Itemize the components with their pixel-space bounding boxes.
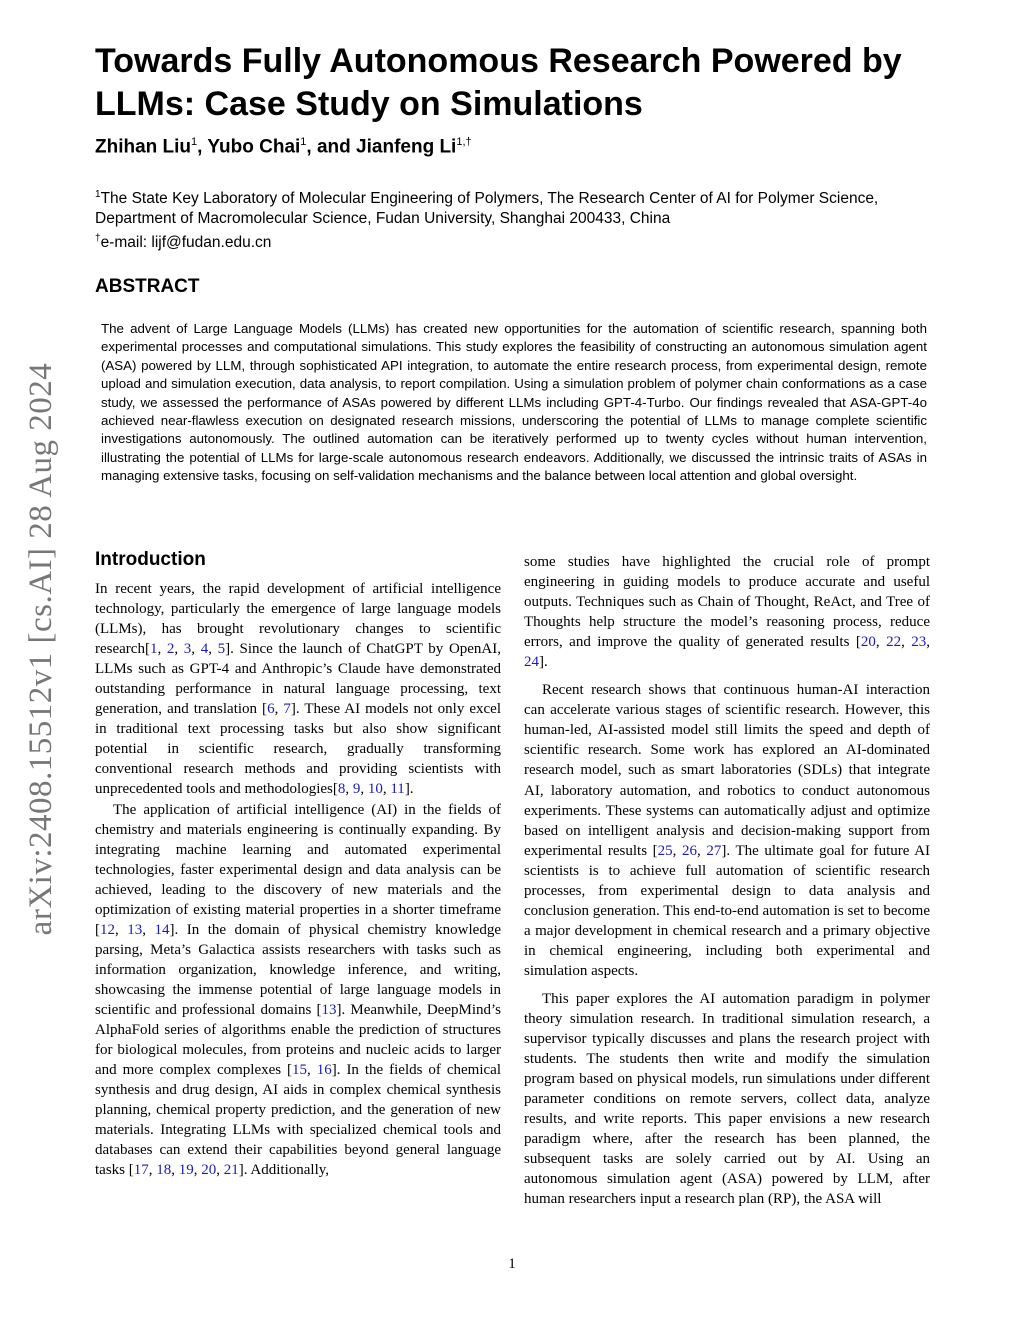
citation-link[interactable]: 24	[524, 654, 539, 671]
citation-link[interactable]: 11	[390, 781, 405, 798]
citation-link[interactable]: 3	[183, 641, 192, 658]
author-mark: 1	[300, 136, 307, 148]
citation-link[interactable]: 26	[682, 842, 698, 859]
citation-link[interactable]: 9	[352, 781, 361, 798]
paragraph: some studies have highlighted the crucial role of prompt engineering in guiding models to produce accurate and useful outputs. Techniques such as Chain of Thought, ReAct, and Tree of Thoughts help structure the model’s reasoning process, reduce errors, and improve the quality of generated results [20, 22, 23, 24].	[524, 554, 931, 671]
citation-link[interactable]: 7	[283, 701, 291, 718]
citation-link[interactable]: 6	[267, 701, 275, 718]
citation-link[interactable]: 12	[100, 921, 115, 938]
paper-title: Towards Fully Autonomous Research Powered by LLMs: Case Study on Simulations	[95, 42, 902, 123]
abstract-text: The advent of Large Language Models (LLMs) has created new opportunities for the automation of scientific research, spanning both experimental processes and computational simulations. This study explores the feasibility of constructing an autonomous simulation agent (ASA) powered by LLM, through sophisticated API integration, to automate the entire research process, from experimental design, remote upload and simulation execution, data analysis, to report compilation. Using a simulation problem of polymer chain conformations as a case study, we assessed the performance of ASAs powered by different LLMs including GPT-4-Turbo. Our findings revealed that ASA-GPT-4o achieved near-flawless execution on designated research missions, underscoring the potential of LLMs to manage complete scientific investigations autonomously. The outlined automation can be iteratively performed up to twenty cycles without human intervention, illustrating the potential of LLMs for large-scale autonomous research endeavors. Additionally, we discussed the intrinsic traits of ASAs in managing extensive tasks, focusing on self-validation mechanisms and the balance between local attention and global oversight.	[101, 321, 927, 484]
author-name: Yubo Chai	[207, 136, 301, 158]
citation-link[interactable]: 23	[911, 634, 927, 651]
arxiv-identifier-stamp: arXiv:2408.15512v1 [cs.AI] 28 Aug 2024	[23, 362, 59, 936]
citation-link[interactable]: 19	[178, 1162, 194, 1179]
citation-link[interactable]: 20	[860, 634, 876, 651]
citation-link[interactable]: 13	[127, 921, 143, 938]
affiliation-line: Department of Macromolecular Science, Fudan University, Shanghai 200433, China	[95, 210, 671, 228]
introduction-heading: Introduction	[95, 549, 206, 570]
citation-link[interactable]: 18	[156, 1162, 172, 1179]
citation-link[interactable]: 14	[154, 921, 170, 938]
paragraph: In recent years, the rapid development of artificial intelligence technology, particularly the emergence of large language models (LLMs), has brought revolutionary changes to scientific research[1, 2, 3, 4, 5]. Since the launch of ChatGPT by OpenAI, LLMs such as GPT-4 and Anthropic’s Claude have demonstrated outstanding performance in natural language processing, text generation, and translation [6, 7]. These AI models not only excel in traditional text processing tasks but also show significant potential in scientific research, gradually transforming conventional research methods and providing scientists with unprecedented tools and methodologies[8, 9, 10, 11].	[95, 581, 502, 798]
citation-link[interactable]: 27	[706, 842, 722, 859]
citation-link[interactable]: 10	[367, 781, 383, 798]
author-name: Zhihan Liu	[95, 136, 192, 158]
abstract-heading: ABSTRACT	[95, 276, 200, 297]
affiliation-line: The State Key Laboratory of Molecular Engineering of Polymers, The Research Center of AI for Polymer Science,	[100, 190, 879, 208]
page-number: 1	[508, 1256, 516, 1272]
citation-link[interactable]: 15	[292, 1062, 308, 1079]
paragraph: The application of artificial intelligence (AI) in the fields of chemistry and materials engineering is continually expanding. By integrating machine learning and automated experimental technologies, faster experimental design and data analysis can be achieved, leading to the discovery of new materials and the optimization of existing material properties in a shorter timeframe [12, 13, 14]. In the domain of physical chemistry knowledge parsing, Meta’s Galactica assists researchers with tasks such as information organization, knowledge inference, and writing, showcasing the immense potential of large language models in scientific and professional domains [13]. Meanwhile, DeepMind’s AlphaFold series of algorithms enable the prediction of structures for biological molecules, from proteins and nucleic acids to larger and more complex complexes [15, 16]. In the fields of chemical synthesis and drug design, AI aids in complex chemical synthesis planning, chemical property prediction, and the generation of new materials. Integrating LLMs with specialized chemical tools and databases can extend their capabilities beyond general language tasks [17, 18, 19, 20, 21]. Additionally,	[95, 801, 501, 1179]
citation-link[interactable]: 5	[217, 641, 226, 658]
author-mark: 1,†	[456, 136, 472, 148]
author-list: Zhihan Liu$^1$, Yubo Chai$^1$, and Jianfeng $Li^{1,\dagger}$	[95, 136, 472, 158]
affiliation-block	[95, 185, 955, 253]
citation-link[interactable]: 17	[133, 1162, 149, 1179]
paragraph: This paper explores the AI automation paradigm in polymer theory simulation research. In traditional simulation research, a supervisor typically discusses and plans the research project with students. The students then write and modify the simulation program based on physical models, run simulations under different parameter conditions on remote servers, collect data, analyze results, and write reports. This paper envisions a new research paradigm where, after the research has been planned, the subsequent tasks are solely carried out by AI. Using an autonomous simulation agent (ASA) powered by LLM, after human researchers input a research plan (RP), the ASA will	[524, 990, 930, 1208]
paragraph: Recent research shows that continuous human-AI interaction can accelerate various stages of scientific research. However, this human-led, AI-assisted model still limits the speed and depth of scientific research. Some work has explored an AI-dominated research model, such as smart laboratories (SDLs) that integrate AI, laboratory automation, and robotics to conduct autonomous experiments. These systems can automatically adjust and optimize based on intelligent analysis and decision-making support from experimental results [25, 26, 27]. The ultimate goal for future AI scientists is to achieve full automation of scientific research processes, from experimental design to data analysis and conclusion generation. This end-to-end automation is set to become a major development in chemical research and a primary objective in chemical engineering, including both experimental and simulation aspects.	[524, 682, 931, 979]
citation-link[interactable]: 22	[886, 634, 902, 651]
citation-link[interactable]: 16	[316, 1062, 332, 1079]
citation-link[interactable]: 21	[223, 1162, 239, 1179]
citation-link[interactable]: 13	[321, 1001, 337, 1018]
left-column	[95, 548, 501, 1180]
author-mark: 1	[191, 136, 198, 148]
citation-link[interactable]: 2	[166, 641, 175, 658]
email-mark: †	[95, 233, 101, 245]
author-name: Jianfeng Li	[356, 136, 457, 158]
citation-link[interactable]: 20	[201, 1162, 217, 1179]
right-column	[524, 552, 930, 1210]
citation-link[interactable]: 4	[200, 641, 209, 658]
citation-link[interactable]: 25	[657, 842, 673, 859]
citation-link[interactable]: 1	[149, 641, 158, 658]
citation-link[interactable]: 8	[337, 781, 346, 798]
affiliation-mark: 1	[95, 189, 101, 200]
author-email: e-mail: lijf@fudan.edu.cn	[100, 234, 272, 252]
